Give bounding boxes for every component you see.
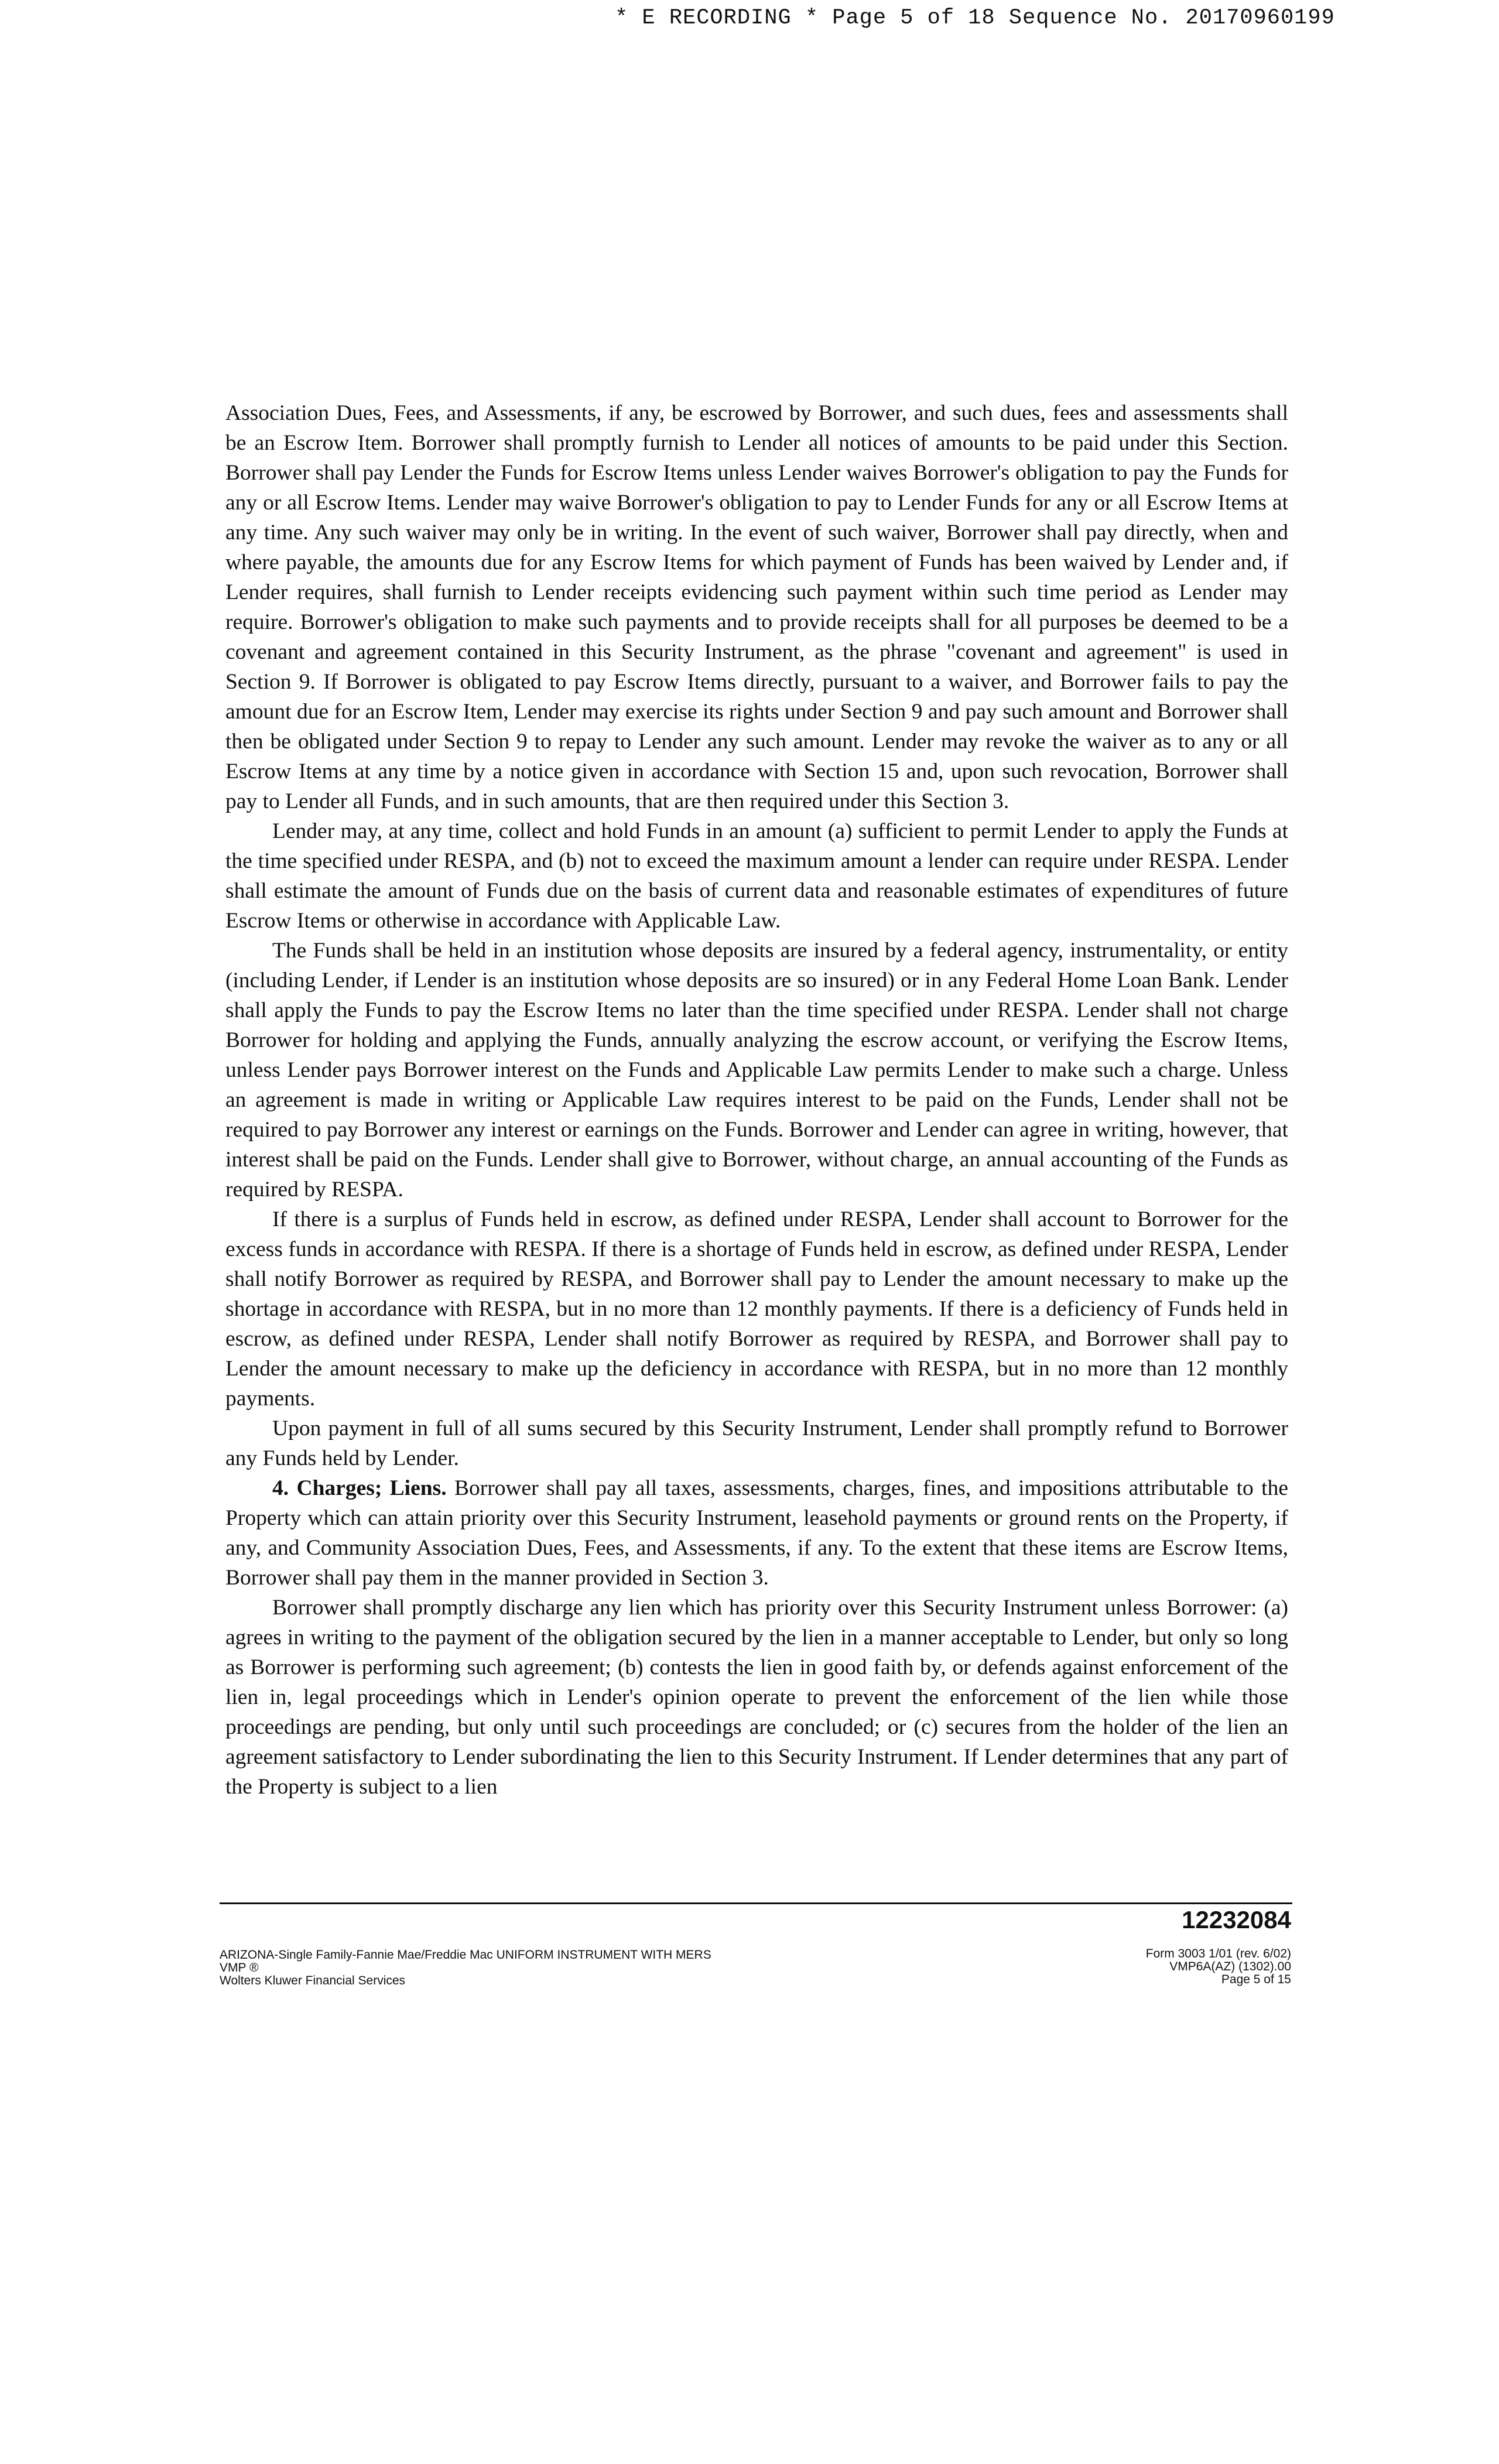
loan-number: 12232084 <box>1182 1906 1291 1933</box>
section-4-title: 4. Charges; Liens. <box>272 1476 447 1500</box>
paragraph-surplus-shortage: If there is a surplus of Funds held in escrow, as defined under RESPA, Lender shall account to Borrower for the excess funds in accordance with RESPA. If there is a shortage of Funds held in escrow, as defined under RESPA, Lender shall notify Borrower as required by RESPA, and Borrower shall pay to Lender the amount necessary to make up the shortage in accordance with RESPA, but in no more than 12 monthly payments. If there is a deficiency of Funds held in escrow, as defined under RESPA, Lender shall notify Borrower as required by RESPA, and Borrower shall pay to Lender the amount necessary to make up the deficiency in accordance with RESPA, but in no more than 12 monthly payments. <box>225 1207 1288 1411</box>
form-page-number: Page 5 of 15 <box>1221 1973 1291 1986</box>
paragraph-section-4 <box>225 1473 1288 1593</box>
paragraph-collect-funds: Lender may, at any time, collect and hold Funds in an amount (a) sufficient to permit Lender to apply the Funds at the time specified under RESPA, and (b) not to exceed the maximum amount a lender can require under RESPA. Lender shall estimate the amount of Funds due on the basis of current data and reasonable estimates of expenditures of future Escrow Items or otherwise in accordance with Applicable Law. <box>225 819 1288 933</box>
vmp-code: VMP6A(AZ) (1302).00 <box>1169 1960 1291 1973</box>
paragraph-discharge-lien: Borrower shall promptly discharge any lien which has priority over this Security Instrument unless Borrower: (a) agrees in writing to the payment of the obligation secured by the lien in a manner acceptable to Lender, but only so long as Borrower is performing such agreement; (b) contests the lien in good faith by, or defends against enforcement of the lien in, legal proceedings which in Lender's opinion operate to prevent the enforcement of the lien while those proceedings are pending, but only until such proceedings are concluded; or (c) secures from the holder of the lien an agreement satisfactory to Lender subordinating the lien to this Security Instrument. If Lender determines that any part of the Property is subject to a lien <box>225 1596 1288 1799</box>
recording-stamp: * E RECORDING * Page 5 of 18 Sequence No. 20170960199 <box>615 6 1335 30</box>
paragraph-escrow-waiver: Association Dues, Fees, and Assessments, if any, be escrowed by Borrower, and such dues, fees and assessments shall be an Escrow Item. Borrower shall promptly furnish to Lender all notices of amounts to be paid under this Section. Borrower shall pay Lender the Funds for Escrow Items unless Lender waives Borrower's obligation to pay the Funds for any or all Escrow Items. Lender may waive Borrower's obligation to pay to Lender Funds for any or all Escrow Items at any time. Any such waiver may only be in writing. In the event of such waiver, Borrower shall pay directly, when and where payable, the amounts due for any Escrow Items for which payment of Funds has been waived by Lender and, if Lender requires, shall furnish to Lender receipts evidencing such payment within such time period as Lender may require. Borrower's obligation to make such payments and to provide receipts shall for all purposes be deemed to be a covenant and agreement contained in this Security Instrument, as the phrase "covenant and agreement" is used in Section 9. If Borrower is obligated to pay Escrow Items directly, pursuant to a waiver, and Borrower fails to pay the amount due for an Escrow Item, Lender may exercise its rights under Section 9 and pay such amount and Borrower shall then be obligated under Section 9 to repay to Lender any such amount. Lender may revoke the waiver as to any or all Escrow Items at any time by a notice given in accordance with Section 15 and, upon such revocation, Borrower shall pay to Lender all Funds, and in such amounts, that are then required under this Section 3. <box>225 401 1288 813</box>
paragraph-refund: Upon payment in full of all sums secured by this Security Instrument, Lender shall promptly refund to Borrower any Funds held by Lender. <box>225 1416 1288 1470</box>
section-4-text: Borrower shall pay all taxes, assessments, charges, fines, and impositions attributable to the Property which can attain priority over this Security Instrument, leasehold payments or ground rents on the Property, if any, and Community Association Dues, Fees, and Assessments, if any. To the extent that these items are Escrow Items, Borrower shall pay them in the manner provided in Section 3. <box>225 1476 1288 1590</box>
footer-form-info <box>220 1949 711 1987</box>
document-body <box>225 398 1288 1802</box>
form-title: ARIZONA-Single Family-Fannie Mae/Freddie Mac UNIFORM INSTRUMENT WITH MERS <box>220 1948 711 1962</box>
footer-divider <box>220 1902 1292 1904</box>
form-number: Form 3003 1/01 (rev. 6/02) <box>1145 1947 1291 1960</box>
footer-form-number <box>1146 1948 1291 1986</box>
publisher: Wolters Kluwer Financial Services <box>220 1974 406 1987</box>
vmp-mark: VMP ® <box>220 1961 259 1974</box>
paragraph-funds-held: The Funds shall be held in an institution whose deposits are insured by a federal agency, instrumentality, or entity (including Lender, if Lender is an institution whose deposits are so insured) or in any Federal Home Loan Bank. Lender shall apply the Funds to pay the Escrow Items no later than the time specified under RESPA. Lender shall not charge Borrower for holding and applying the Funds, annually analyzing the escrow account, or verifying the Escrow Items, unless Lender pays Borrower interest on the Funds and Applicable Law permits Lender to make such a charge. Unless an agreement is made in writing or Applicable Law requires interest to be paid on the Funds, Lender shall not be required to pay Borrower any interest or earnings on the Funds. Borrower and Lender can agree in writing, however, that interest shall be paid on the Funds. Lender shall give to Borrower, without charge, an annual accounting of the Funds as required by RESPA. <box>225 939 1288 1202</box>
